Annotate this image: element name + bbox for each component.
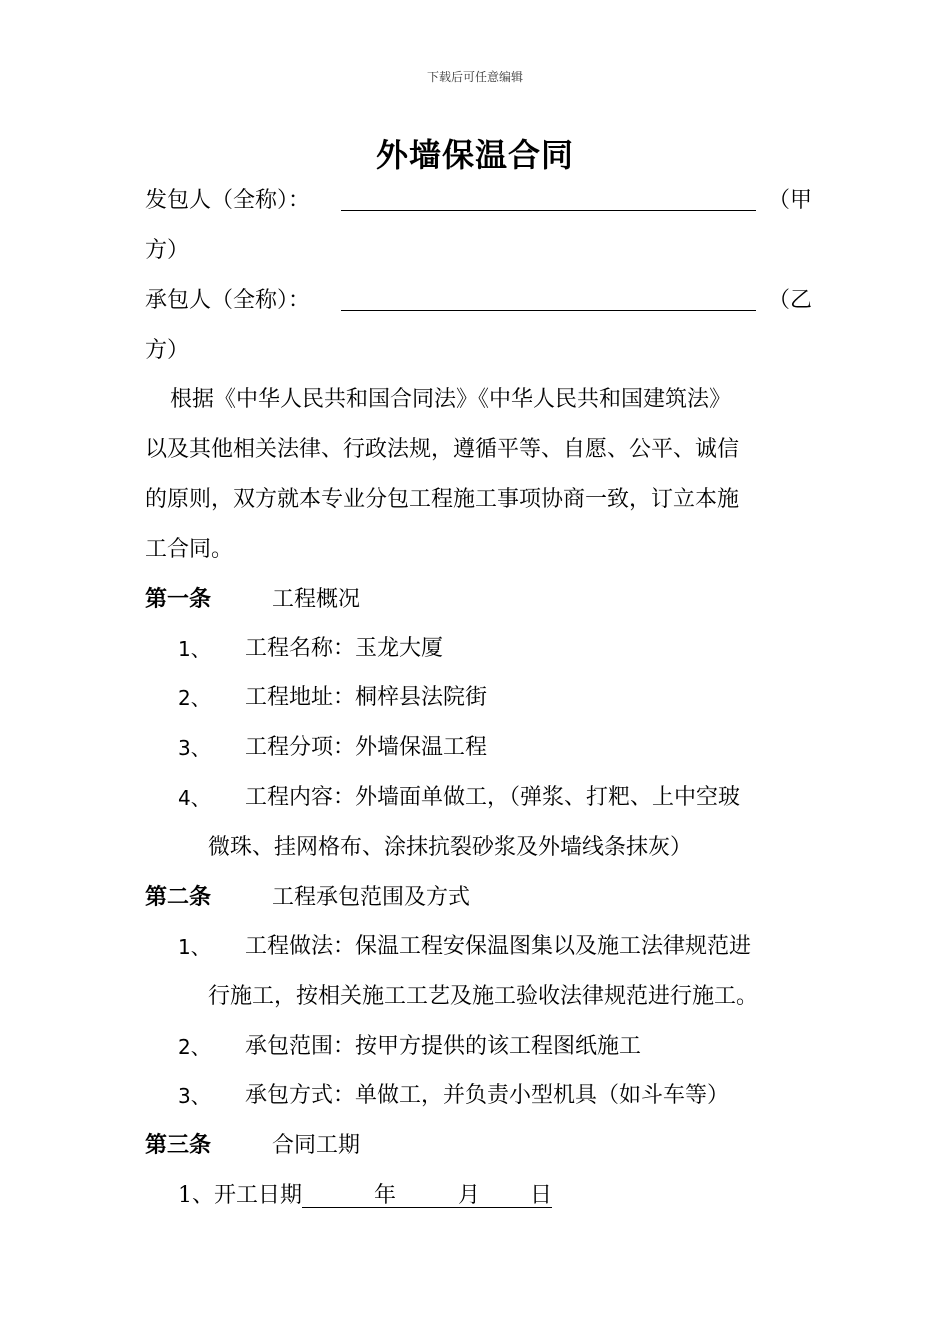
start-date-label: 1、开工日期	[178, 1183, 302, 1208]
article-2-title: 工程承包范围及方式	[272, 885, 471, 910]
party-b-name-field[interactable]	[341, 310, 756, 311]
list-item-number: 1、	[178, 935, 211, 959]
list-item-text: 工程内容：外墙面单做工，（弹浆、打粑、上中空玻	[245, 785, 741, 810]
start-date-line	[178, 1181, 552, 1211]
article-3-label: 第三条	[145, 1133, 212, 1158]
list-item-number: 2、	[178, 686, 211, 710]
preamble-line: 根据《中华人民共和国合同法》《中华人民共和国建筑法》	[170, 387, 732, 412]
list-item-text: 承包范围：按甲方提供的该工程图纸施工	[245, 1034, 642, 1059]
page-header: 下载后可任意编辑	[426, 70, 523, 84]
party-b-suffix: （乙	[768, 288, 813, 313]
list-item-number: 4、	[178, 786, 211, 810]
list-item-number: 3、	[178, 1084, 211, 1108]
party-a-suffix-wrap: 方）	[145, 238, 190, 263]
list-item-number: 1、	[178, 637, 211, 661]
start-month-field[interactable]	[396, 1181, 458, 1208]
list-item-text: 工程分项：外墙保温工程	[245, 735, 488, 760]
list-item-text: 承包方式：单做工，并负责小型机具（如斗车等）	[245, 1083, 730, 1108]
start-day-label: 日	[530, 1183, 553, 1208]
party-a-name-field[interactable]	[341, 210, 756, 211]
list-item-text: 工程做法：保温工程安保温图集以及施工法律规范进	[245, 934, 752, 959]
contract-title: 外墙保温合同	[375, 136, 574, 174]
list-item-text: 工程地址：桐梓县法院街	[245, 685, 488, 710]
preamble-line: 以及其他相关法律、行政法规，遵循平等、自愿、公平、诚信	[145, 437, 740, 462]
list-item-text-continued: 微珠、挂网格布、涂抹抗裂砂浆及外墙线条抹灰）	[208, 835, 693, 860]
party-b-suffix-wrap: 方）	[145, 338, 190, 363]
article-3-title: 合同工期	[272, 1133, 361, 1158]
start-day-field[interactable]	[480, 1181, 530, 1208]
party-b-label: 承包人（全称）：	[145, 288, 311, 313]
start-year-field[interactable]	[302, 1181, 374, 1208]
article-2-label: 第二条	[145, 885, 212, 910]
list-item-number: 2、	[178, 1035, 211, 1059]
start-year-label: 年	[374, 1183, 397, 1208]
start-month-label: 月	[458, 1183, 481, 1208]
list-item-text: 工程名称：玉龙大厦	[245, 636, 444, 661]
preamble-line: 的原则，双方就本专业分包工程施工事项协商一致，订立本施	[145, 487, 740, 512]
party-a-label: 发包人（全称）：	[145, 188, 311, 213]
article-1-label: 第一条	[145, 587, 212, 612]
article-1-title: 工程概况	[272, 587, 361, 612]
list-item-text-continued: 行施工，按相关施工工艺及施工验收法律规范进行施工。	[208, 984, 759, 1009]
list-item-number: 3、	[178, 736, 211, 760]
party-a-suffix: （甲	[768, 188, 813, 213]
preamble-line: 工合同。	[145, 537, 234, 562]
